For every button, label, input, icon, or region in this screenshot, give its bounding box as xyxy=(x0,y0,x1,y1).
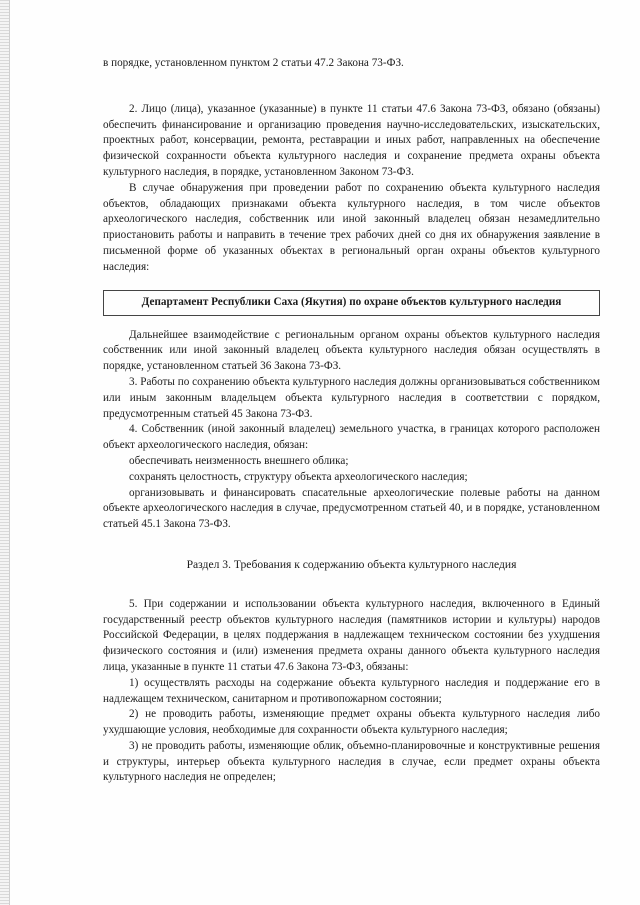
paragraph-item-4-b: сохранять целостность, структуру объекта археологического наследия; xyxy=(129,470,468,483)
paragraph-item-5-1: 1) осуществлять расходы на содержание объекта культурного наследия и поддержание его в надлежащем техническом, санитарном и противопожарном состоянии; xyxy=(103,676,600,705)
paragraph-interaction: Дальнейшее взаимодействие с региональным органом охраны объектов культурного наследия собственник или иной законный владелец объекта культурного наследия обязан осуществлять в порядке, установленном статьей 36 Закона 73-ФЗ. xyxy=(103,328,600,373)
department-name-box: Департамент Республики Саха (Якутия) по охране объектов культурного наследия xyxy=(103,290,600,316)
paragraph-continuation: в порядке, установленном пунктом 2 статьи 47.2 Закона 73-ФЗ. xyxy=(103,57,404,69)
paragraph-item-5: 5. При содержании и использовании объекта культурного наследия, включенного в Единый государственный реестр объектов культурного наследия (памятников истории и культуры) народов Российской Федерации, в целях поддержания в надлежащем техническом состоянии без ухудшения физического состояния и (или) изменения предмета охраны данного объекта культурного наследия лица, указанные в пункте 11 статьи 47.6 Закона 73-ФЗ, обязаны: xyxy=(103,597,600,673)
paragraph-discovery: В случае обнаружения при проведении работ по сохранению объекта культурного наследия объектов, обладающих признаками объекта культурного наследия, в том числе объектов археологического наследия, собственник или иной законный владелец обязан незамедлительно приостановить работы и направить в течение трех рабочих дней со дня их обнаружения заявление в письменной форме об указанных объектах в региональный орган охраны объектов культурного наследия: xyxy=(103,181,600,273)
paragraph-item-2: 2. Лицо (лица), указанное (указанные) в пункте 11 статьи 47.6 Закона 73-ФЗ, обязано (обязаны) обеспечить финансирование и организацию проведения научно-исследовательских, изыскательских, проектных работ, консервации, ремонта, реставрации и иных работ, направленных на обеспечение физической сохранности объекта культурного наследия и сохранение предмета охраны объекта культурного наследия, в порядке, установленном Законом 73-ФЗ. xyxy=(103,102,600,178)
paragraph-item-4-a: обеспечивать неизменность внешнего облика; xyxy=(129,454,349,467)
paragraph-item-5-3: 3) не проводить работы, изменяющие облик, объемно-планировочные и конструктивные решения и структуры, интерьер объекта культурного наследия в случае, если предмет охраны объекта культурного наследия не определен; xyxy=(103,739,600,784)
paragraph-item-4-c: организовывать и финансировать спасательные археологические полевые работы на данном объекте археологического наследия в случае, предусмотренном статьей 40, и в порядке, установленном статьей 45.1 Закона 73-ФЗ. xyxy=(103,486,600,531)
paragraph-item-4: 4. Собственник (иной законный владелец) земельного участка, в границах которого расположен объект археологического наследия, обязан: xyxy=(103,423,600,452)
paragraph-item-5-2: 2) не проводить работы, изменяющие предмет охраны объекта культурного наследия либо ухудшающие условия, необходимые для сохранности объекта культурного наследия; xyxy=(103,708,600,737)
scan-binding-edge xyxy=(0,0,10,905)
document-body xyxy=(103,56,600,786)
section-title: Раздел 3. Требования к содержанию объекта культурного наследия xyxy=(186,557,517,571)
paragraph-item-3: 3. Работы по сохранению объекта культурного наследия должны организовываться собственником или иным законным владельцем объекта культурного наследия в соответствии с порядком, предусмотренным статьей 45 Закона 73-ФЗ. xyxy=(103,375,600,420)
